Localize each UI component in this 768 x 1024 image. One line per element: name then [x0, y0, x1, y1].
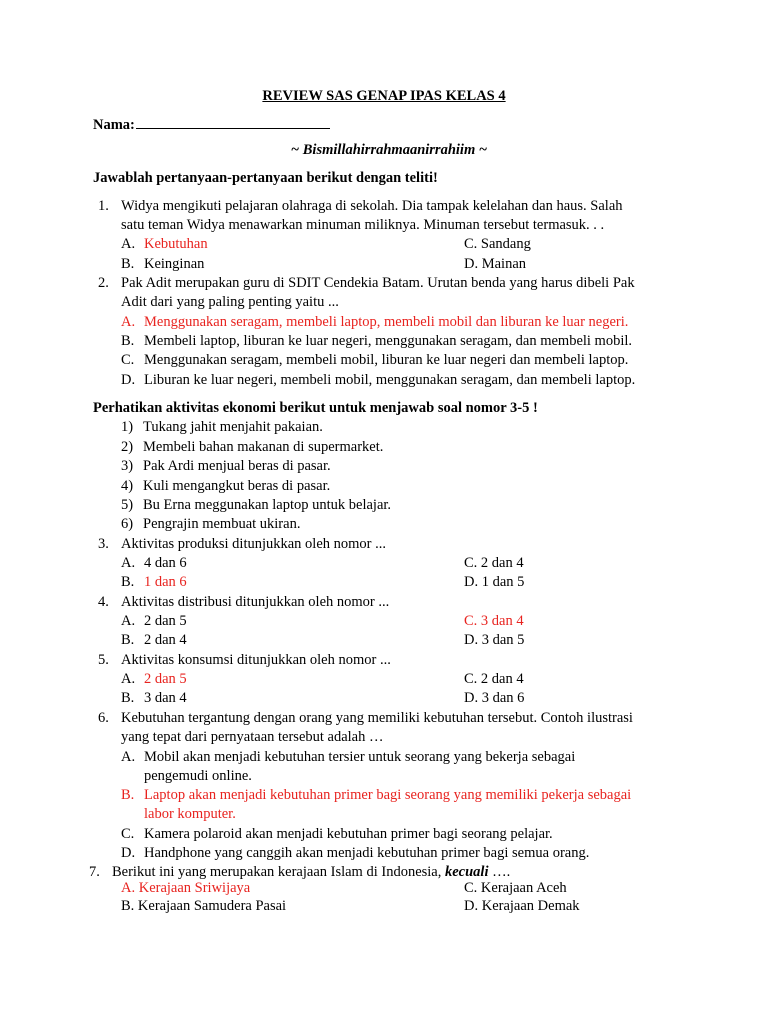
option-a: 4 dan 6 — [144, 555, 187, 571]
option-label: A. — [121, 671, 136, 687]
question-text: Aktivitas konsumsi ditunjukkan oleh nomor ... — [121, 652, 391, 668]
option-label: A. — [121, 749, 136, 765]
bismillah: ~ Bismillahirrahmaanirrahiim ~ — [290, 142, 488, 158]
option-label: B. — [121, 690, 135, 706]
question-text: Aktivitas distribusi ditunjukkan oleh nomor ... — [121, 594, 390, 610]
question-text: Adit dari yang paling penting yaitu ... — [121, 294, 339, 310]
question-text: satu teman Widya menawarkan minuman miliknya. Minuman tersebut termasuk. . . — [121, 217, 605, 233]
option-c: C. 2 dan 4 — [464, 555, 524, 571]
option-c-answer: C. 3 dan 4 — [464, 613, 524, 629]
list-number: 1) — [121, 419, 134, 435]
option-label: B. — [121, 574, 135, 590]
option-a: 2 dan 5 — [144, 613, 187, 629]
option-label: A. — [121, 613, 136, 629]
list-item: Bu Erna meggunakan laptop untuk belajar. — [143, 497, 392, 513]
question-text: Kebutuhan tergantung dengan orang yang memiliki kebutuhan tersebut. Contoh ilustrasi — [121, 710, 633, 726]
question-number: 7. — [89, 864, 100, 880]
section-heading: Perhatikan aktivitas ekonomi berikut untuk menjawab soal nomor 3-5 ! — [93, 400, 538, 416]
option-label: D. — [121, 372, 136, 388]
option-b-answer: 1 dan 6 — [144, 574, 187, 590]
nama-label: Nama: — [93, 117, 135, 133]
option-a: Mobil akan menjadi kebutuhan tersier untuk seorang yang bekerja sebagai — [144, 749, 576, 765]
question-number: 6. — [98, 710, 109, 726]
option-label: A. — [121, 555, 136, 571]
option-b: B. Kerajaan Samudera Pasai — [121, 898, 287, 914]
list-number: 5) — [121, 497, 134, 513]
option-label: C. — [121, 352, 135, 368]
question-text: yang tepat dari pernyataan tersebut adalah … — [121, 729, 384, 745]
instruction: Jawablah pertanyaan-pertanyaan berikut dengan teliti! — [93, 170, 438, 186]
list-number: 2) — [121, 439, 134, 455]
option-d: D. Mainan — [464, 256, 527, 272]
option-d: Handphone yang canggih akan menjadi kebutuhan primer bagi semua orang. — [144, 845, 590, 861]
question-text: Pak Adit merupakan guru di SDIT Cendekia Batam. Urutan benda yang harus dibeli Pak — [121, 275, 635, 291]
question-number: 4. — [98, 594, 109, 610]
option-b: Membeli laptop, liburan ke luar negeri, menggunakan seragam, dan membeli mobil. — [144, 333, 633, 349]
option-a-answer: Menggunakan seragam, membeli laptop, membeli mobil dan liburan ke luar negeri. — [144, 314, 629, 330]
list-number: 6) — [121, 516, 134, 532]
option-c: C. Sandang — [464, 236, 531, 252]
option-d: D. Kerajaan Demak — [464, 898, 580, 914]
list-item: Kuli mengangkut beras di pasar. — [143, 478, 331, 494]
option-a-answer: A. Kerajaan Sriwijaya — [121, 880, 251, 896]
option-b: 2 dan 4 — [144, 632, 187, 648]
option-a-answer: Kebutuhan — [144, 236, 208, 252]
question-text: Aktivitas produksi ditunjukkan oleh nomor ... — [121, 536, 387, 552]
option-b: Keinginan — [144, 256, 205, 272]
option-label: D. — [121, 845, 136, 861]
question-text-emphasis: kecuali — [445, 864, 489, 880]
list-item: Pengrajin membuat ukiran. — [143, 516, 301, 532]
option-label: A. — [121, 236, 136, 252]
list-number: 3) — [121, 458, 134, 474]
nama-blank-line — [136, 115, 330, 129]
option-c: C. Kerajaan Aceh — [464, 880, 567, 896]
option-label: A. — [121, 314, 136, 330]
option-label: C. — [121, 826, 135, 842]
option-b-answer: Laptop akan menjadi kebutuhan primer bagi seorang yang memiliki pekerja sebagai — [144, 787, 632, 803]
option-d: D. 3 dan 5 — [464, 632, 525, 648]
list-item: Membeli bahan makanan di supermarket. — [143, 439, 384, 455]
question-number: 2. — [98, 275, 109, 291]
option-c: Kamera polaroid akan menjadi kebutuhan primer bagi seorang pelajar. — [144, 826, 553, 842]
option-d: D. 3 dan 6 — [464, 690, 525, 706]
list-item: Tukang jahit menjahit pakaian. — [143, 419, 323, 435]
question-number: 3. — [98, 536, 109, 552]
option-b: 3 dan 4 — [144, 690, 187, 706]
option-label: B. — [121, 256, 135, 272]
list-number: 4) — [121, 478, 134, 494]
option-d: D. 1 dan 5 — [464, 574, 525, 590]
option-a-answer: 2 dan 5 — [144, 671, 187, 687]
option-c: Menggunakan seragam, membeli mobil, liburan ke luar negeri dan membeli laptop. — [144, 352, 629, 368]
nama-field — [93, 115, 330, 135]
option-b-answer: labor komputer. — [144, 806, 236, 822]
option-label: B. — [121, 787, 135, 803]
question-text: Widya mengikuti pelajaran olahraga di sekolah. Dia tampak kelelahan dan haus. Salah — [121, 198, 623, 214]
question-text-tail: …. — [492, 864, 511, 880]
list-item: Pak Ardi menjual beras di pasar. — [143, 458, 331, 474]
option-d: Liburan ke luar negeri, membeli mobil, menggunakan seragam, dan membeli laptop. — [144, 372, 636, 388]
page-title: REVIEW SAS GENAP IPAS KELAS 4 — [262, 88, 506, 104]
question-text-main: Berikut ini yang merupakan kerajaan Islam di Indonesia, — [112, 864, 442, 880]
option-label: B. — [121, 333, 135, 349]
option-c: C. 2 dan 4 — [464, 671, 524, 687]
question-number: 5. — [98, 652, 109, 668]
question-number: 1. — [98, 198, 109, 214]
option-a: pengemudi online. — [144, 768, 252, 784]
option-label: B. — [121, 632, 135, 648]
